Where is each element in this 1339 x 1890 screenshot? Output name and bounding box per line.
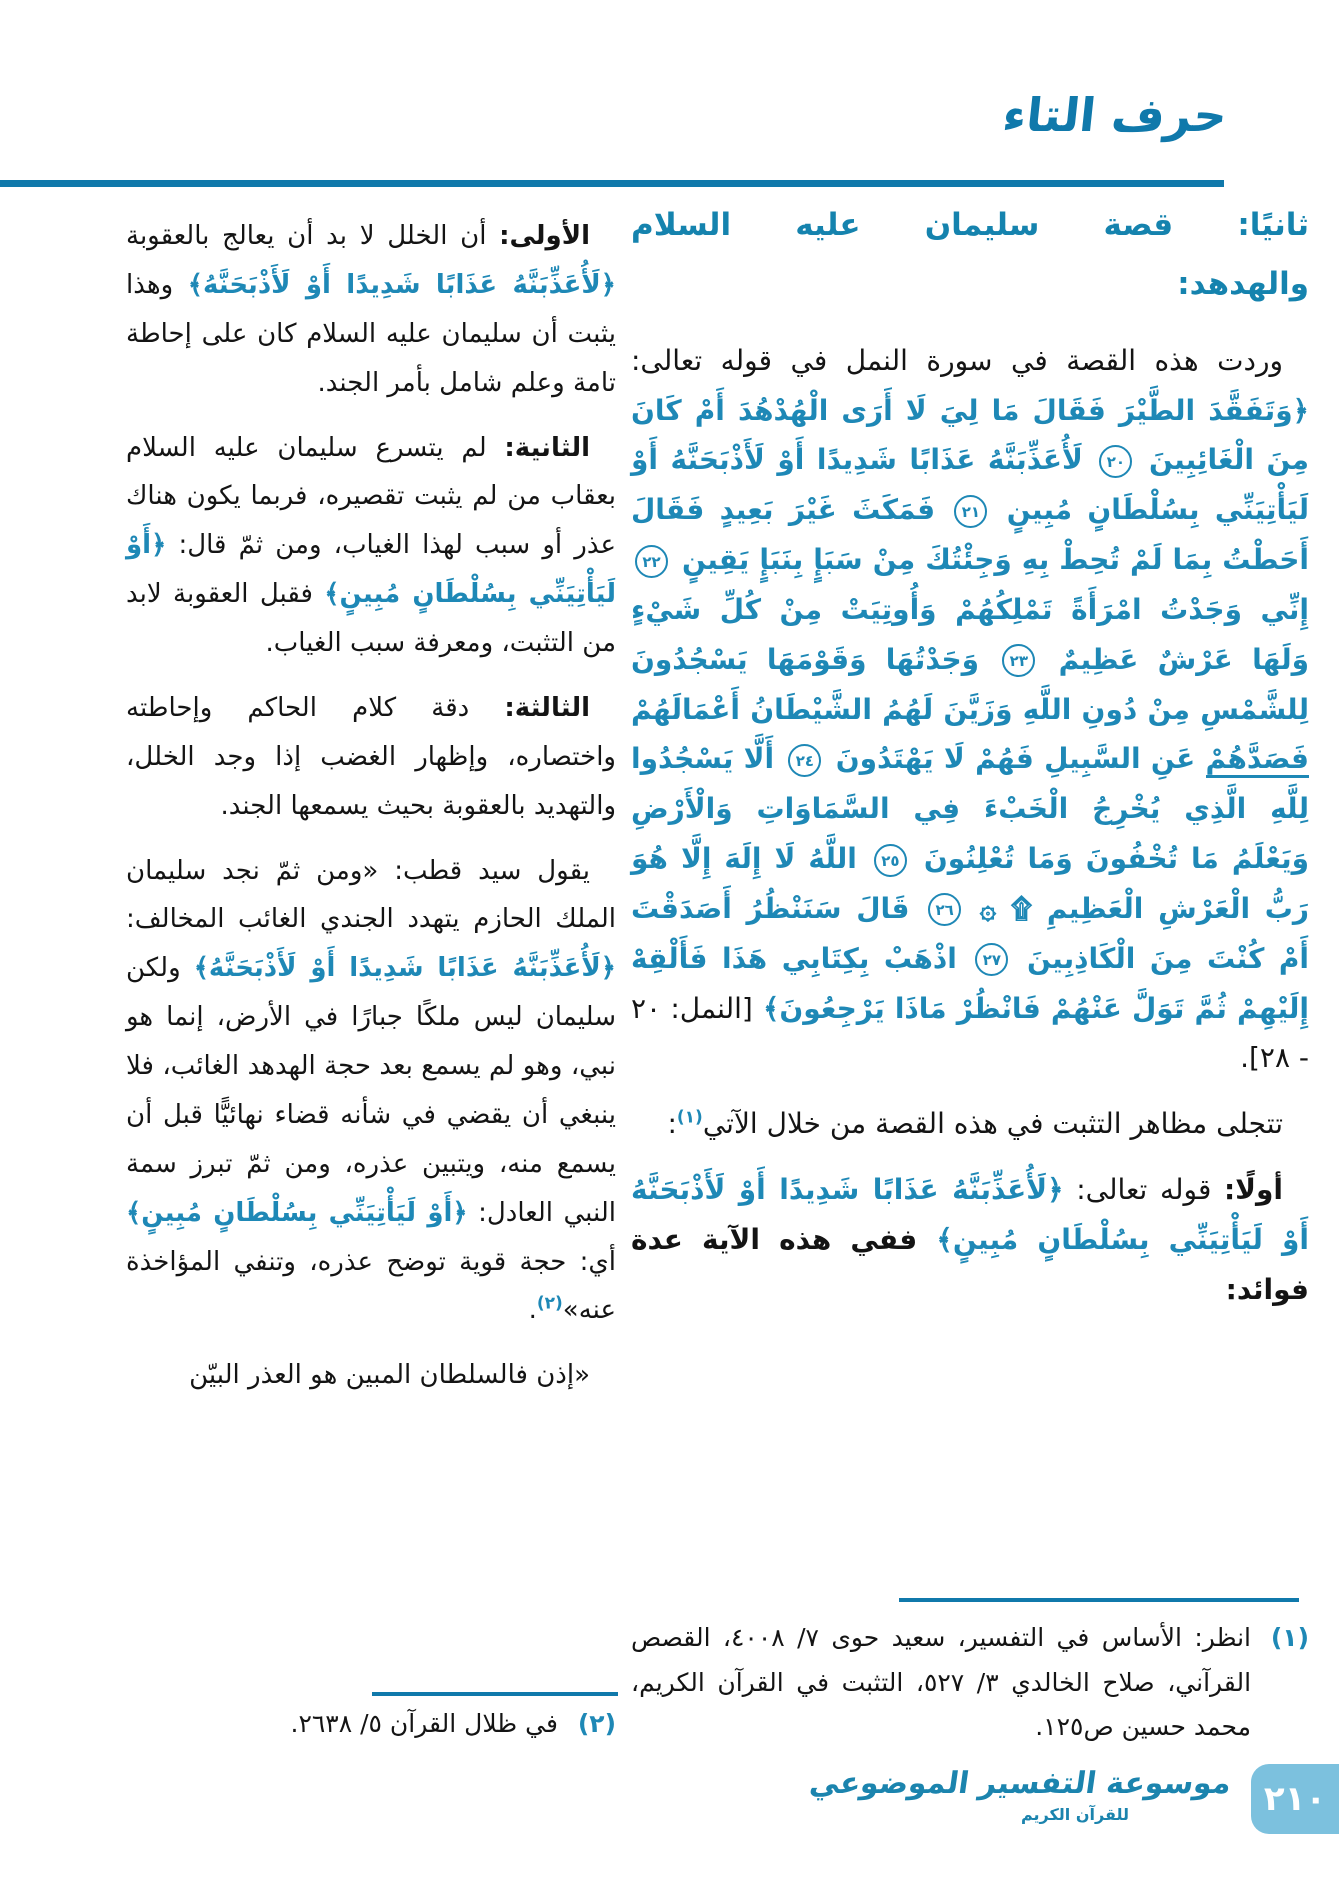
body-text: ولكن سليمان ليس ملكًا جبارًا في الأرض، إنما هو نبي، وهو لم يسمع بعد حجة الهدهد الغائب، فلا ينبغي أن يقضي في شأنه قضاء نهائيًّا قبل أن يسمع منه، ويتبين عذره، ومن ثمّ تبرز سمة النبي العادل: [126, 953, 616, 1228]
paragraph-sayyid-qutb-quote [126, 847, 616, 1336]
quran-quote: ﴿لَأُعَذِّبَنَّهُ عَذَابًا شَدِيدًا أَوْ لَأَذْبَحَنَّهُ أَوْ لَيَأْتِيَنِّي بِسُلْطَانٍ مُبِينٍ﴾ [631, 1173, 1310, 1256]
quran-quote: لَأُعَذِّبَنَّهُ عَذَابًا شَدِيدًا أَوْ لَأَذْبَحَنَّهُ أَوْ لَيَأْتِيَنِّي بِسُلْطَانٍ مُبِينٍ [631, 443, 1309, 527]
footnote-divider-left [372, 1692, 618, 1696]
paragraph-benefit-first [126, 212, 616, 408]
footnote-divider-right [899, 1598, 1299, 1602]
page-number: ٢١٠ [1263, 1779, 1327, 1819]
quran-quote: ﴿لَأُعَذِّبَنَّهُ عَذَابًا شَدِيدًا أَوْ لَأَذْبَحَنَّهُ﴾ [187, 269, 616, 300]
body-text: : [667, 1107, 677, 1141]
body-text: الأولى: [499, 221, 590, 251]
body-text: الثانية: [504, 432, 590, 463]
footnote-marker-ref: (٢) [536, 1293, 563, 1314]
body-text: الثالثة: [504, 692, 590, 723]
paragraph-sultan-mubin [126, 1351, 616, 1400]
ayah-number: ٢٦ [928, 893, 961, 926]
paragraph-benefit-second [126, 424, 616, 668]
quran-quote: قَالَ سَنَنْظُرُ أَصَدَقْتَ أَمْ كُنْتَ مِنَ الْكَاذِبِينَ [631, 891, 1310, 975]
logo-subtitle: للقرآن الكريم [1020, 1805, 1130, 1824]
ayah-number: ٢٤ [788, 744, 821, 777]
body-text: قوله تعالى: [1063, 1173, 1224, 1207]
paragraph-benefit-third [126, 684, 616, 831]
body-text: أولًا: [1223, 1173, 1284, 1207]
footnote-1 [631, 1616, 1309, 1750]
body-text: وردت هذه القصة في سورة النمل في قوله تعالى: [631, 343, 1283, 377]
chapter-header-title: حرف التاء [1000, 88, 1230, 142]
quran-quote: فَمَكَثَ غَيْرَ بَعِيدٍ فَقَالَ أَحَطْتُ بِمَا لَمْ تُحِطْ بِهِ وَجِئْتُكَ مِنْ سَبَإٍ بِنَبَإٍ يَقِينٍ [631, 493, 1309, 577]
body-text: «إذن فالسلطان المبين هو العذر البيّن [189, 1360, 590, 1391]
right-column [631, 196, 1309, 1331]
ayah-number: ٢٠ [1099, 445, 1132, 478]
body-text: وهذا يثبت أن سليمان عليه السلام كان على إحاطة تامة وعلم شامل بأمر الجند. [126, 269, 616, 398]
page-number-badge [1251, 1764, 1339, 1834]
body-text: لم يتسرع سليمان عليه السلام بعقاب من لم يثبت تقصيره، فربما يكون هناك عذر أو سبب لهذا الغياب، ومن ثمّ قال: [126, 432, 616, 561]
footnote-1-text: انظر: الأساس في التفسير، سعيد حوى ٧/ ٤٠٠٨، القصص القرآني، صلاح الخالدي ٣/ ٥٢٧، التثبت في القرآن الكريم، محمد حسين ص١٢٥. [631, 1623, 1252, 1741]
body-text: أن الخلل لا بد أن يعالج بالعقوبة [126, 221, 500, 251]
quran-quote: ﴿لَأُعَذِّبَنَّهُ عَذَابًا شَدِيدًا أَوْ لَأَذْبَحَنَّهُ﴾ [193, 953, 616, 984]
section-heading: ثانيًا: قصة سليمان عليه السلام والهدهد: [631, 207, 1309, 302]
left-column [126, 212, 616, 1416]
body-text: [النمل: ٢٠ - ٢٨]. [631, 991, 1309, 1075]
footnote-1-marker: (١) [1270, 1623, 1309, 1652]
quran-quote: ﴿أَوْ لَيَأْتِيَنِّي بِسُلْطَانٍ مُبِينٍ﴾ [126, 530, 616, 610]
ayah-number: ٢٣ [1002, 644, 1035, 677]
header-rule [0, 180, 1224, 187]
body-text: تتجلى مظاهر التثبت في هذه القصة من خلال الآتي [702, 1107, 1283, 1141]
body-text: أي: حجة قوية توضح عذره، وتنفي المؤاخذة عنه» [126, 1246, 616, 1326]
quran-quote: أَلَّا يَسْجُدُوا لِلَّهِ الَّذِي يُخْرِجُ الْخَبْءَ فِي السَّمَاوَاتِ وَالْأَرْضِ وَيَعْلَمُ مَا تُخْفُونَ وَمَا تُعْلِنُونَ [631, 742, 1309, 876]
paragraph-first-point [631, 1165, 1309, 1314]
footnote-2-marker: (٢) [577, 1709, 616, 1738]
publisher-logo [807, 1766, 1234, 1824]
quran-quote: ﴿وَتَفَقَّدَ الطَّيْرَ فَقَالَ مَا لِيَ لَا أَرَى الْهُدْهُدَ أَمْ كَانَ مِنَ الْغَائِبِينَ [631, 393, 1310, 477]
ayah-number: ٢٢ [635, 545, 668, 578]
body-text: يقول سيد قطب: «ومن ثمّ نجد سليمان الملك الحازم يتهدد الجندي الغائب المخالف: [126, 855, 616, 935]
quran-quote: فَصَدَّهُمْ [1206, 742, 1309, 778]
body-text: دقة كلام الحاكم وإحاطته واختصاره، وإظهار الغضب إذا وجد الخلل، والتهديد بالعقوبة بحيث يسمعها الجند. [126, 692, 616, 821]
ayah-number: ٢٥ [874, 844, 907, 877]
quran-quote: عَنِ السَّبِيلِ فَهُمْ لَا يَهْتَدُونَ [825, 742, 1206, 776]
quran-quote: اللَّهُ لَا إِلَهَ إِلَّا هُوَ رَبُّ الْعَرْشِ الْعَظِيمِ ۩ ۞ [631, 842, 1310, 925]
footnote-marker-ref: (١) [676, 1107, 703, 1128]
quran-quote: اذْهَبْ بِكِتَابِي هَذَا فَأَلْقِهْ إِلَيْهِمْ ثُمَّ تَوَلَّ عَنْهُمْ فَانْظُرْ مَاذَا يَرْجِعُونَ﴾ [631, 941, 1309, 1025]
logo-title: موسوعة التفسير الموضوعي [807, 1766, 1234, 1801]
body-text: فقبل العقوبة لابد من التثبت، ومعرفة سبب الغياب. [126, 579, 616, 658]
body-text: ففي هذه الآية عدة فوائد: [631, 1222, 1309, 1306]
quran-quote: إِنِّي وَجَدْتُ امْرَأَةً تَمْلِكُهُمْ وَأُوتِيَتْ مِنْ كُلِّ شَيْءٍ وَلَهَا عَرْشٌ عَظِيمٌ [631, 592, 1309, 676]
body-text: . [528, 1295, 537, 1326]
footnote-2 [126, 1702, 616, 1747]
quran-quote: ﴿أَوْ لَيَأْتِيَنِّي بِسُلْطَانٍ مُبِينٍ﴾ [126, 1197, 468, 1228]
quran-quote: وَجَدْتُهَا وَقَوْمَهَا يَسْجُدُونَ لِلشَّمْسِ مِنْ دُونِ اللَّهِ وَزَيَّنَ لَهُمُ الشَّيْطَانُ أَعْمَالَهُمْ [631, 642, 1309, 726]
paragraph-manifestations [631, 1099, 1309, 1149]
ayah-number: ٢١ [954, 495, 987, 528]
footnote-2-text: في ظلال القرآن ٥/ ٢٦٣٨. [290, 1709, 558, 1738]
ayah-number: ٢٧ [975, 943, 1008, 976]
paragraph-story-intro-quran [631, 336, 1309, 1083]
